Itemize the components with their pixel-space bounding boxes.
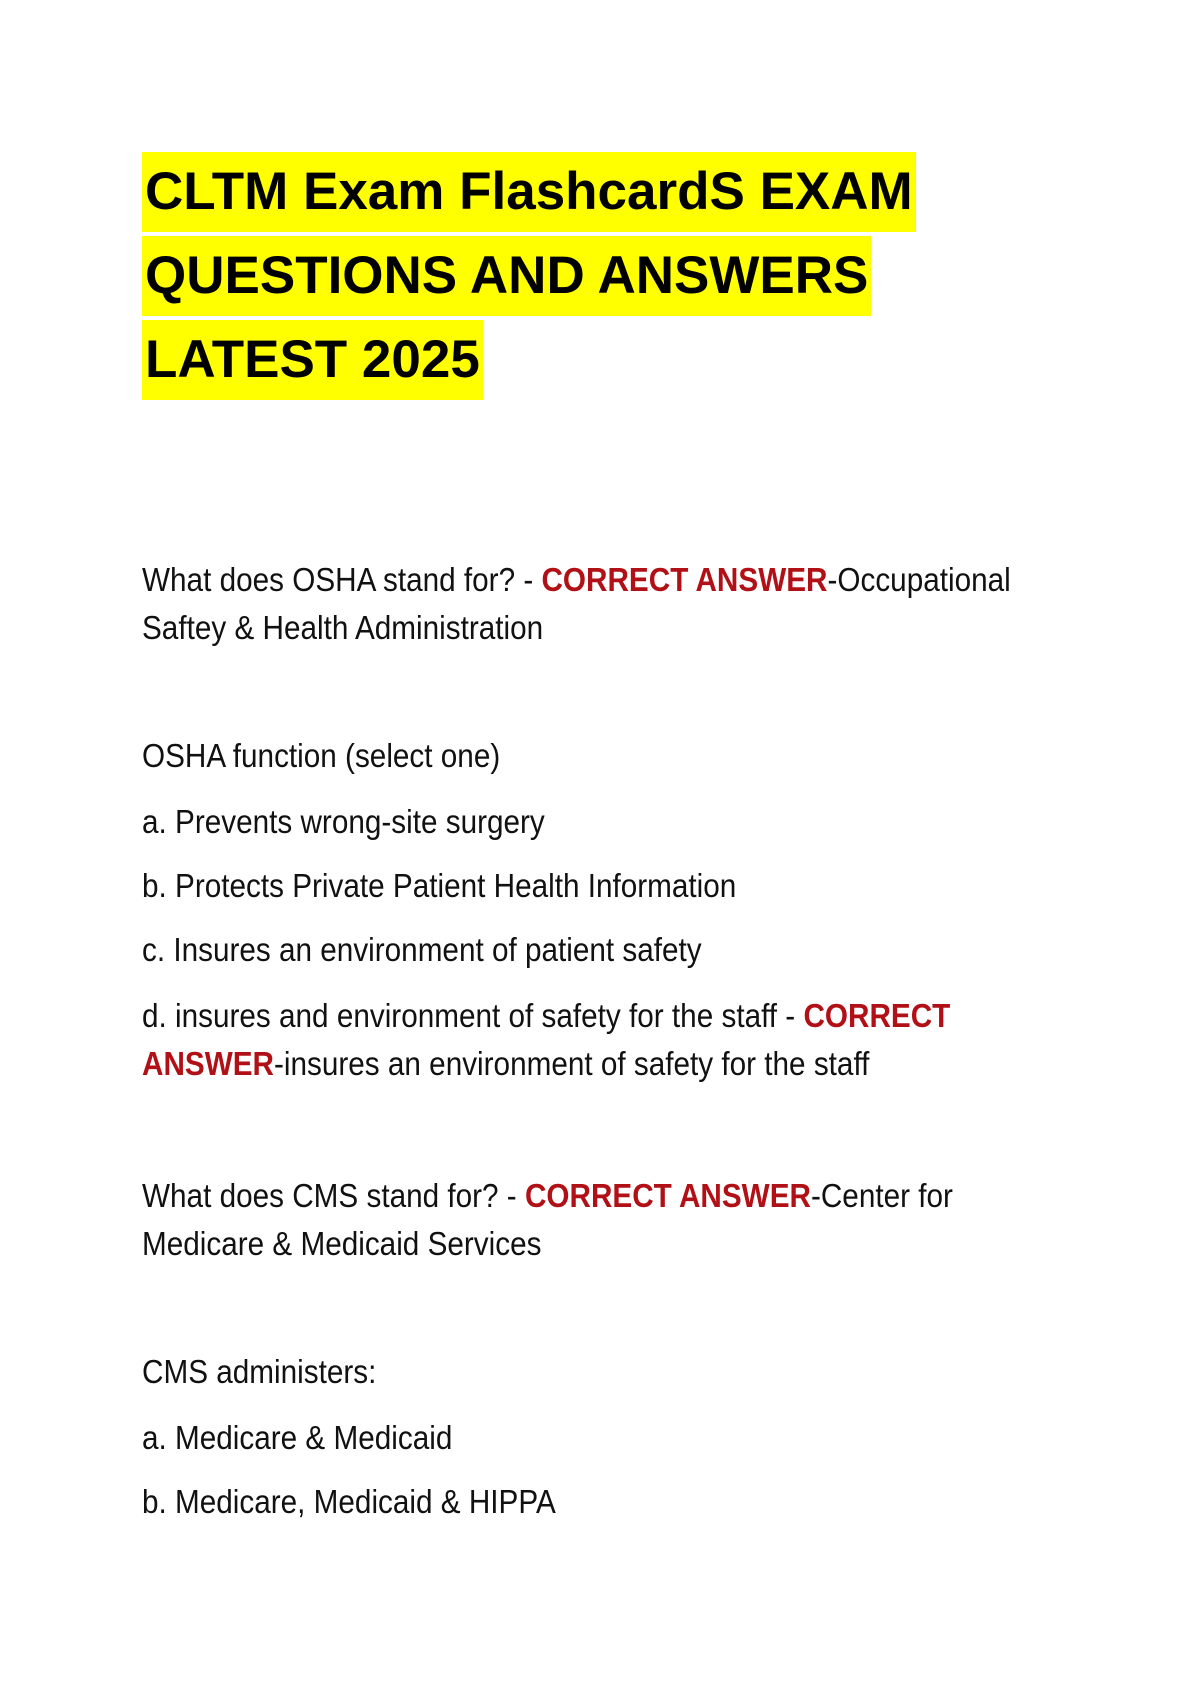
answer-text: -Center for bbox=[810, 1177, 953, 1214]
answer-text: -Occupational bbox=[827, 561, 1011, 598]
question-osha-acronym bbox=[142, 556, 1011, 652]
question-text: What does OSHA stand for? - bbox=[142, 561, 542, 598]
question-text: What does CMS stand for? - bbox=[142, 1177, 525, 1214]
question-cms-acronym bbox=[142, 1172, 953, 1268]
answer-text: -insures an environment of safety for the staff bbox=[274, 1045, 870, 1082]
option-c: c. Insures an environment of patient safety bbox=[142, 931, 702, 968]
question-line bbox=[142, 1172, 953, 1220]
correct-answer-label-part2: ANSWER bbox=[142, 1045, 275, 1082]
option-a: a. Prevents wrong-site surgery bbox=[142, 803, 545, 840]
question-osha-function: OSHA function (select one) bbox=[142, 737, 501, 774]
correct-answer-label-part1: CORRECT bbox=[803, 997, 951, 1034]
question-line bbox=[142, 556, 1011, 604]
option-b: b. Protects Private Patient Health Information bbox=[142, 867, 737, 904]
option-d bbox=[142, 992, 950, 1088]
answer-continuation: Medicare & Medicaid Services bbox=[142, 1225, 542, 1262]
option-d-text: d. insures and environment of safety for the staff - bbox=[142, 997, 804, 1034]
answer-continuation: Saftey & Health Administration bbox=[142, 609, 544, 646]
correct-answer-label: CORRECT ANSWER bbox=[541, 561, 828, 598]
correct-answer-label: CORRECT ANSWER bbox=[524, 1177, 811, 1214]
document-title bbox=[142, 152, 1042, 404]
title-line-3: LATEST 2025 bbox=[142, 320, 483, 400]
option-d-line bbox=[142, 992, 950, 1040]
title-line-1: CLTM Exam FlashcardS EXAM bbox=[142, 152, 916, 232]
option-a: a. Medicare & Medicaid bbox=[142, 1419, 453, 1456]
question-cms-administers: CMS administers: bbox=[142, 1353, 377, 1390]
option-d-answer bbox=[142, 1040, 950, 1088]
option-b: b. Medicare, Medicaid & HIPPA bbox=[142, 1483, 556, 1520]
title-line-2: QUESTIONS AND ANSWERS bbox=[142, 236, 871, 316]
